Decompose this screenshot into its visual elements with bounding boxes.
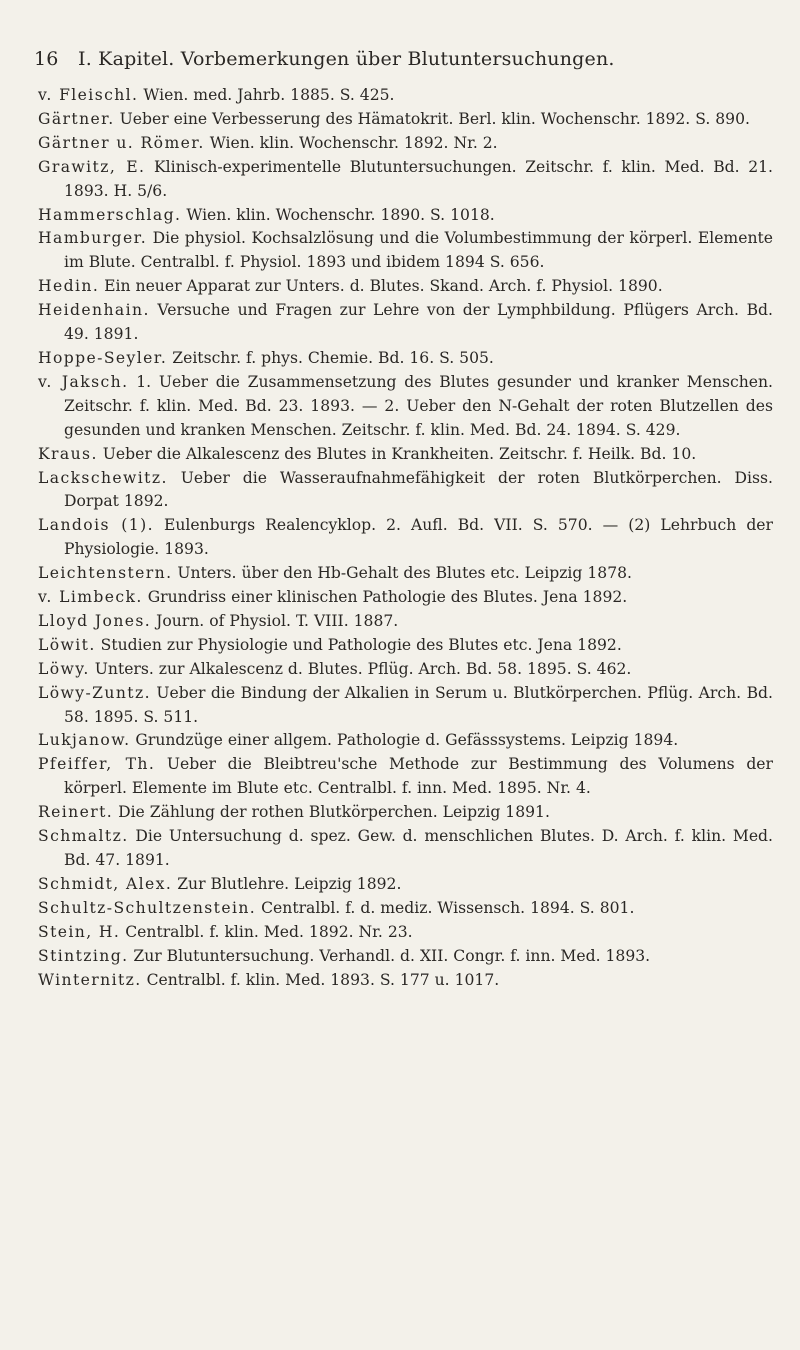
reference-text: Wien. klin. Wochenschr. 1890. S. 1018.	[181, 205, 495, 224]
reference-author: Landois (1).	[38, 516, 154, 535]
reference-item	[38, 156, 773, 204]
page-number: 16	[34, 48, 59, 70]
reference-text: Studien zur Physiologie und Pathologie des Blutes etc. Jena 1892.	[95, 635, 622, 654]
running-head-title: I. Kapitel. Vorbemerkungen über Blutuntersuchungen.	[78, 48, 615, 70]
reference-item	[38, 467, 773, 515]
reference-item	[38, 347, 773, 371]
reference-text: Grundriss einer klinischen Pathologie des Blutes. Jena 1892.	[142, 588, 628, 607]
reference-item	[38, 610, 773, 634]
reference-text: Grundzüge einer allgem. Pathologie d. Gefässsystems. Leipzig 1894.	[130, 731, 679, 750]
reference-text: Die Zählung der rothen Blutkörperchen. Leipzig 1891.	[113, 803, 550, 822]
reference-text: Wien. med. Jahrb. 1885. S. 425.	[138, 86, 395, 104]
reference-author: Löwy.	[38, 659, 90, 678]
reference-author: Schmidt, Alex.	[38, 874, 173, 893]
reference-text: Unters. zur Alkalescenz d. Blutes. Pflüg. Arch. Bd. 58. 1895. S. 462.	[89, 659, 632, 678]
reference-author: Kraus.	[38, 444, 98, 463]
reference-text: Unters. über den Hb-Gehalt des Blutes etc. Leipzig 1878.	[172, 564, 632, 583]
reference-text: Journ. of Physiol. T. VIII. 1887.	[151, 611, 399, 630]
reference-item	[38, 443, 773, 467]
reference-item	[38, 562, 773, 586]
reference-author: v. Limbeck.	[38, 588, 143, 607]
reference-author: Lackschewitz.	[38, 468, 168, 487]
reference-item	[38, 897, 773, 921]
reference-text: Zur Blutlehre. Leipzig 1892.	[172, 874, 402, 893]
running-header	[34, 48, 764, 70]
reference-author: Hoppe-Seyler.	[38, 348, 168, 367]
reference-author: Lukjanow.	[38, 731, 131, 750]
reference-text: Die physiol. Kochsalzlösung und die Volumbestimmung der körperl. Elemente im Blute. Centralbl. f. Physiol. 1893 und ibidem 1894 S. 656.	[64, 229, 773, 272]
reference-text: Eulenburgs Realencyklop. 2. Aufl. Bd. VII. S. 570. — (2) Lehrbuch der Physiologie. 1893.	[64, 516, 773, 559]
reference-text: Die Untersuchung d. spez. Gew. d. menschlichen Blutes. D. Arch. f. klin. Med. Bd. 47. 1891.	[64, 827, 773, 869]
reference-item	[38, 132, 773, 156]
reference-item	[38, 108, 773, 132]
reference-item	[38, 586, 773, 610]
reference-text: Klinisch-experimentelle Blutuntersuchungen. Zeitschr. f. klin. Med. Bd. 21. 1893. H. 5/6.	[64, 157, 773, 200]
reference-text: Ueber die Wasseraufnahmefähigkeit der roten Blutkörperchen. Diss. Dorpat 1892.	[64, 468, 773, 511]
reference-author: Hammerschlag.	[38, 205, 182, 224]
reference-item	[38, 801, 773, 825]
reference-item	[38, 299, 773, 347]
reference-text: Ueber die Bleibtreu'sche Methode zur Bestimmung des Volumens der körperl. Elemente im Blute etc. Centralbl. f. inn. Med. 1895. Nr. 4.	[64, 755, 773, 798]
reference-item	[38, 825, 773, 873]
reference-author: Gärtner.	[38, 109, 115, 128]
reference-text: Versuche und Fragen zur Lehre von der Lymphbildung. Pflügers Arch. Bd. 49. 1891.	[64, 301, 773, 344]
reference-author: Lloyd Jones.	[38, 611, 152, 630]
reference-item	[38, 658, 773, 682]
reference-author: Pfeiffer, Th.	[38, 755, 156, 774]
reference-text: Ueber die Alkalescenz des Blutes in Krankheiten. Zeitschr. f. Heilk. Bd. 10.	[97, 444, 697, 463]
reference-author: Gärtner u. Römer.	[38, 133, 205, 152]
reference-item	[38, 84, 773, 108]
reference-text: Wien. klin. Wochenschr. 1892. Nr. 2.	[204, 133, 498, 152]
reference-text: Centralbl. f. klin. Med. 1893. S. 177 u. 1017.	[141, 970, 500, 989]
reference-author: Stein, H.	[38, 922, 121, 941]
reference-author: Winternitz.	[38, 970, 142, 989]
reference-item	[38, 204, 773, 228]
reference-author: Grawitz, E.	[38, 157, 146, 176]
reference-author: Heidenhain.	[38, 301, 150, 320]
reference-item	[38, 371, 773, 443]
reference-author: Hedin.	[38, 277, 100, 296]
reference-author: Hamburger.	[38, 229, 148, 248]
reference-text: 1. Ueber die Zusammensetzung des Blutes gesunder und kranker Menschen. Zeitschr. f. klin. Med. Bd. 23. 1893. — 2. Ueber den N-Gehalt der roten Blutzellen des gesunden und kranken Menschen. Zeitschr. f. klin. Med. Bd. 24. 1894. S. 429.	[64, 372, 773, 439]
reference-text: Ueber die Bindung der Alkalien in Serum u. Blutkörperchen. Pflüg. Arch. Bd. 58. 1895. S. 511.	[64, 683, 773, 726]
reference-author: Schultz-Schultzenstein.	[38, 898, 257, 917]
reference-item	[38, 729, 773, 753]
reference-item	[38, 873, 773, 897]
reference-item	[38, 275, 773, 299]
reference-text: Centralbl. f. klin. Med. 1892. Nr. 23.	[120, 922, 413, 941]
reference-text: Ein neuer Apparat zur Unters. d. Blutes. Skand. Arch. f. Physiol. 1890.	[99, 277, 663, 296]
reference-author: Stintzing.	[38, 946, 129, 965]
reference-text: Ueber eine Verbesserung des Hämatokrit. Berl. klin. Wochenschr. 1892. S. 890.	[114, 109, 750, 128]
reference-author: Löwy-Zuntz.	[38, 683, 151, 702]
reference-text: Zeitschr. f. phys. Chemie. Bd. 16. S. 505.	[167, 348, 494, 367]
reference-text: Zur Blutuntersuchung. Verhandl. d. XII. Congr. f. inn. Med. 1893.	[128, 946, 651, 965]
reference-author: Reinert.	[38, 803, 114, 822]
reference-item	[38, 753, 773, 801]
reference-author: Löwit.	[38, 635, 96, 654]
reference-author: v. Jaksch.	[38, 372, 129, 391]
reference-item	[38, 227, 773, 275]
reference-item	[38, 921, 773, 945]
reference-item	[38, 514, 773, 562]
reference-author: v. Fleischl.	[38, 86, 139, 104]
reference-author: Schmaltz.	[38, 827, 129, 846]
reference-text: Centralbl. f. d. mediz. Wissensch. 1894. S. 801.	[256, 898, 635, 917]
reference-list	[38, 84, 773, 992]
reference-item	[38, 634, 773, 658]
reference-author: Leichtenstern.	[38, 564, 173, 583]
reference-item	[38, 682, 773, 730]
reference-item	[38, 969, 773, 993]
reference-item	[38, 945, 773, 969]
